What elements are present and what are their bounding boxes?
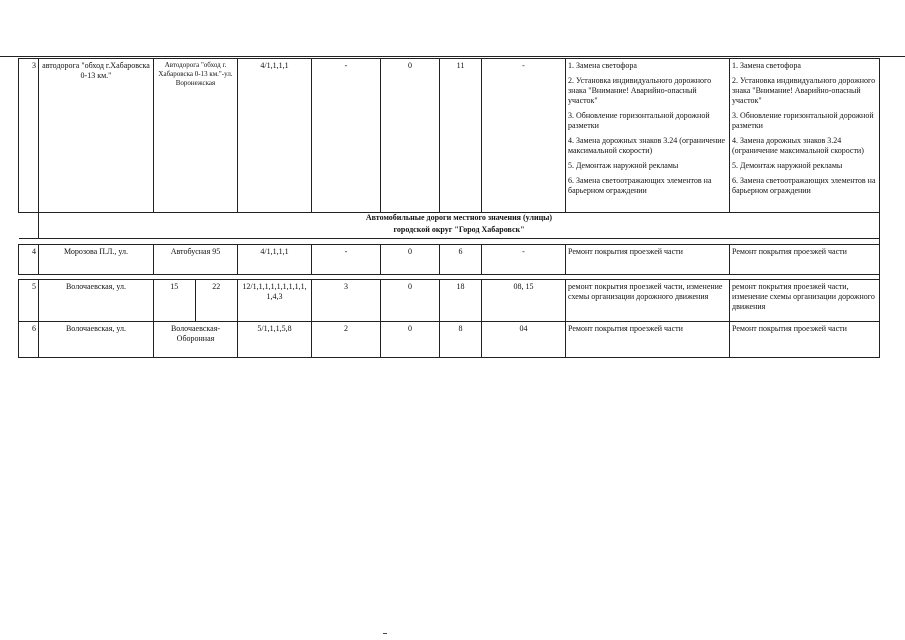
cell-col8: - xyxy=(482,245,566,275)
cell-col5: - xyxy=(312,59,381,213)
section-header-row-1 xyxy=(19,213,880,225)
section-header-subtitle: городской округ "Город Хабаровск" xyxy=(39,225,880,239)
cell-col7: 8 xyxy=(440,322,482,358)
measure-item: 6. Замена светоотражающих элементов на барьерном ограждении xyxy=(568,176,712,195)
table-row-4 xyxy=(19,245,880,275)
road-name: Морозова П.Л., ул. xyxy=(39,245,154,275)
measure-item: 1. Замена светофора xyxy=(732,61,801,70)
measure-item: 6. Замена светоотражающих элементов на барьерном ограждении xyxy=(732,176,876,195)
measure-item: 5. Демонтаж наружной рекламы xyxy=(732,161,843,170)
measures-done: Ремонт покрытия проезжей части xyxy=(730,245,880,275)
measures-planned xyxy=(566,59,730,213)
measure-item: 2. Установка индивидуального дорожного знака "Внимание! Аварийно-опасный участок" xyxy=(732,76,876,105)
cell-col5: - xyxy=(312,245,381,275)
cell-col6: 0 xyxy=(381,322,440,358)
lanes-value: 4/1,1,1,1 xyxy=(238,59,312,213)
road-name: автодорога "обход г.Хабаровска 0-13 км." xyxy=(39,59,154,213)
row-number: 3 xyxy=(19,59,39,213)
row-number: 6 xyxy=(19,322,39,358)
scan-speck xyxy=(383,633,387,634)
road-section: Волочаевская-Оборонная xyxy=(154,322,238,358)
cell-col5: 3 xyxy=(312,280,381,322)
row-number: 4 xyxy=(19,245,39,275)
row-number: 5 xyxy=(19,280,39,322)
road-section: Автодорога "обход г. Хабаровска 0-13 км."-ул. Воронежская xyxy=(154,59,238,213)
cell-col6: 0 xyxy=(381,280,440,322)
measure-item: 5. Демонтаж наружной рекламы xyxy=(568,161,679,170)
table-row-5 xyxy=(19,280,880,322)
road-section-split xyxy=(154,280,238,322)
lanes-value: 4/1,1,1,1 xyxy=(238,245,312,275)
measure-item: 3. Обновление горизонтальной дорожной разметки xyxy=(568,111,710,130)
measures-done: ремонт покрытия проезжей части, изменение схемы организации дорожного движения xyxy=(730,280,880,322)
measures-done xyxy=(730,59,880,213)
lanes-value: 5/1,1,1,5,8 xyxy=(238,322,312,358)
measure-item: 3. Обновление горизонтальной дорожной разметки xyxy=(732,111,874,130)
measure-item: 4. Замена дорожных знаков 3.24 (ограничение максимальной скорости) xyxy=(568,136,726,155)
lanes-value: 12/1,1,1,1,1,1,1,1,1,1,4,3 xyxy=(238,280,312,322)
measures-planned: Ремонт покрытия проезжей части xyxy=(566,322,730,358)
page-top-rule xyxy=(0,56,905,57)
cell-col6: 0 xyxy=(381,245,440,275)
blank-cell xyxy=(19,213,39,225)
measures-done: Ремонт покрытия проезжей части xyxy=(730,322,880,358)
measure-item: 1. Замена светофора xyxy=(568,61,637,70)
section-header-title: Автомобильные дороги местного значения (улицы) xyxy=(39,213,880,225)
road-section: Автобусная 95 xyxy=(154,245,238,275)
section-to: 22 xyxy=(212,282,221,291)
cell-col5: 2 xyxy=(312,322,381,358)
cell-col6: 0 xyxy=(381,59,440,213)
measure-item: 2. Установка индивидуального дорожного знака "Внимание! Аварийно-опасный участок" xyxy=(568,76,712,105)
road-name: Волочаевская, ул. xyxy=(39,280,154,322)
cell-col7: 11 xyxy=(440,59,482,213)
cell-col7: 6 xyxy=(440,245,482,275)
blank-cell xyxy=(19,225,39,239)
cell-col8: 04 xyxy=(482,322,566,358)
table-row-6 xyxy=(19,322,880,358)
measures-planned: Ремонт покрытия проезжей части xyxy=(566,245,730,275)
table-row-3 xyxy=(19,59,880,213)
road-name: Волочаевская, ул. xyxy=(39,322,154,358)
section-from: 15 xyxy=(154,280,196,321)
section-header-row-2 xyxy=(19,225,880,239)
measures-planned: ремонт покрытия проезжей части, изменение схемы организации дорожного движения xyxy=(566,280,730,322)
measure-item: 4. Замена дорожных знаков 3.24 (ограничение максимальной скорости) xyxy=(732,136,864,155)
cell-col8: - xyxy=(482,59,566,213)
cell-col8: 08, 15 xyxy=(482,280,566,322)
cell-col7: 18 xyxy=(440,280,482,322)
road-measures-table xyxy=(18,58,880,358)
